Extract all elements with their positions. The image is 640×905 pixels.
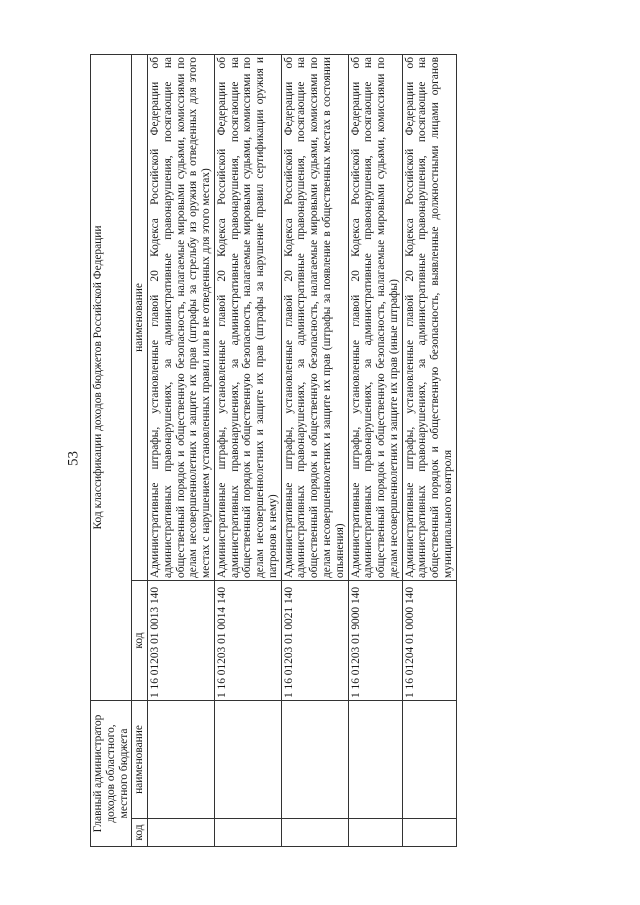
table-row xyxy=(348,55,402,847)
class-name-header: наименование xyxy=(132,55,148,581)
rotated-table-container xyxy=(90,55,566,847)
table-row xyxy=(214,55,281,847)
admin-name-cell xyxy=(148,701,215,819)
revenue-classification-table xyxy=(90,54,457,847)
admin-name-cell xyxy=(214,701,281,819)
admin-name-cell xyxy=(402,701,456,819)
revenue-name-cell: Административные штрафы, установленные главой 20 Кодекса Российской Федерации об административных правонарушениях, за административные правонарушения, посягающие на общественный порядок и общественную безопасность, выявленные должностными лицами органов муниципального контроля xyxy=(402,55,456,581)
table-row xyxy=(281,55,348,847)
classification-header: Код классификации доходов бюджетов Российской Федерации xyxy=(91,55,132,701)
admin-name-cell xyxy=(348,701,402,819)
page-number: 53 xyxy=(65,451,82,466)
table-row xyxy=(148,55,215,847)
admin-code-cell xyxy=(148,819,215,847)
revenue-code-cell: 1 16 01204 01 0000 140 xyxy=(402,581,456,701)
admin-code-cell xyxy=(281,819,348,847)
revenue-code-cell: 1 16 01203 01 9000 140 xyxy=(348,581,402,701)
admin-name-header: наименование xyxy=(132,701,148,819)
class-code-header: код xyxy=(132,581,148,701)
admin-name-cell xyxy=(281,701,348,819)
revenue-code-cell: 1 16 01203 01 0013 140 xyxy=(148,581,215,701)
revenue-code-cell: 1 16 01203 01 0014 140 xyxy=(214,581,281,701)
admin-code-cell xyxy=(348,819,402,847)
admin-code-header: код xyxy=(132,819,148,847)
revenue-code-cell: 1 16 01203 01 0021 140 xyxy=(281,581,348,701)
revenue-name-cell: Административные штрафы, установленные главой 20 Кодекса Российской Федерации об административных правонарушениях, за административные правонарушения, посягающие на общественный порядок и общественную безопасность, налагаемые мировыми судьями, комиссиями по делам несовершеннолетних и защите их прав (штрафы за стрельбу из оружия в отведенных для этого местах с нарушением установленных правил или в не отведенных для этого местах) xyxy=(148,55,215,581)
admin-code-cell xyxy=(402,819,456,847)
admin-header: Главный администратор доходов областного, местного бюджета xyxy=(91,701,132,847)
revenue-name-cell: Административные штрафы, установленные главой 20 Кодекса Российской Федерации об административных правонарушениях, за административные правонарушения, посягающие на общественный порядок и общественную безопасность, налагаемые мировыми судьями, комиссиями по делам несовершеннолетних и защите их прав (штрафы за появление в общественных местах в состоянии опьянения) xyxy=(281,55,348,581)
admin-code-cell xyxy=(214,819,281,847)
revenue-name-cell: Административные штрафы, установленные главой 20 Кодекса Российской Федерации об административных правонарушениях, за административные правонарушения, посягающие на общественный порядок и общественную безопасность, налагаемые мировыми судьями, комиссиями по делам несовершеннолетних и защите их прав (иные штрафы) xyxy=(348,55,402,581)
revenue-name-cell: Административные штрафы, установленные главой 20 Кодекса Российской Федерации об административных правонарушениях, за административные правонарушения, посягающие на общественный порядок и общественную безопасность, налагаемые мировыми судьями, комиссиями по делам несовершеннолетних и защите их прав (штрафы за нарушение правил сертификации оружия и патронов к нему) xyxy=(214,55,281,581)
table-row xyxy=(402,55,456,847)
